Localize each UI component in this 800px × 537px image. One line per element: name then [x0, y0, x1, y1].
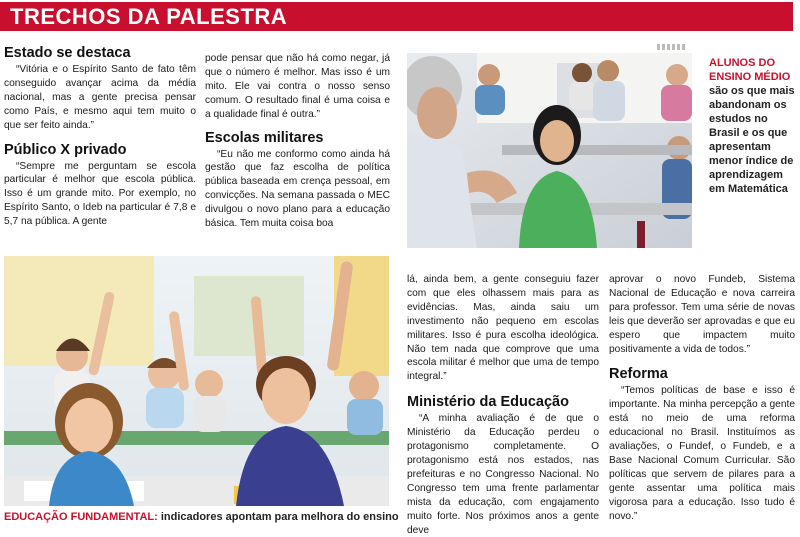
classroom-photo-illustration [407, 53, 692, 248]
section-title-ministerio: Ministério da Educação [407, 394, 569, 411]
caption-high-school-label: ALUNOS DO ENSINO MÉDIO [709, 57, 791, 83]
column-4 [609, 273, 795, 524]
section-banner [0, 2, 793, 31]
banner-title: TRECHOS DA PALESTRA [10, 4, 288, 29]
caption-elementary-text: indicadores apontam para melhora do ensino [157, 511, 399, 523]
section-title-escolas-militares: Escolas militares [205, 129, 324, 146]
caption-high-school [709, 56, 795, 196]
column-2 [205, 52, 390, 231]
column-3-text-continued: lá, ainda bem, a gente conseguiu fazer com que eles olhassem mais para as evidências. Mas, ainda saiu um investimento não pequeno em escolas militares. Isso é pura escolha ideológica. Não tem nada que comprove que uma escola militar é melhor que uma de tempo integral.” [407, 274, 599, 383]
photo-high-school-students [407, 53, 692, 248]
fold-mark [657, 44, 687, 50]
elementary-classroom-illustration [4, 256, 389, 506]
column-2-text-continued: pode pensar que não há como negar, já que o número é melhor. Mas isso é um mito. Ele vai contra o nosso senso comum. O resultado final é uma coisa e a qualidade final é outra.” [205, 53, 390, 120]
caption-elementary [4, 510, 399, 524]
section-text-reforma: “Temos políticas de base e isso é importante. Na minha percepção a gente está no meio de uma reforma educacional no Brasil. Instituímos as avaliações, o Fundef, o Fundeb, e a Base Nacional Comum Curricular. São políticas que servem de pilares para a gente assentar uma política mais vigorosa para a educação. Isso tudo é novo.” [609, 385, 795, 522]
photo-elementary-students [4, 256, 389, 506]
section-text-estado: “Vitória e o Espírito Santo de fato têm conseguido avançar acima da média nacional, mas a gente precisa pensar como País, e mesmo aqui tem muito o que ser feito ainda.” [4, 64, 196, 131]
column-4-text-continued: aprovar o novo Fundeb, Sistema Nacional de Educação e nova carreira para professor. Tem uma série de novas leis que deverão ser aprovadas e que eu espero que impactem muito positivamente a vida de todos.” [609, 274, 795, 355]
section-text-publico-privado: “Sempre me perguntam se escola particular é melhor que escola pública. Isso é um grande mito. Por exemplo, no Espírito Santo, o Ideb na particular é 7,8 e 5,7 na pública. A gente [4, 160, 196, 228]
section-text-ministerio: “A minha avaliação é de que o Ministério da Educação perdeu o protagonismo completamente. O protagonismo está nos estados, nas prefeituras e no Congresso Nacional. No Congresso tem uma frente parlamentar mista da educação, com engajamento muito forte. Nos próximos anos a gente deve [407, 413, 599, 536]
column-1 [4, 44, 196, 229]
column-3 [407, 273, 599, 537]
caption-high-school-text: são os que mais abandonam os estudos no Brasil e os que apresentam menor índice de aprendizagem em Matemática [709, 85, 795, 195]
section-text-escolas-militares: “Eu não me conformo como ainda há gestão que faz escolha de política pública baseada em crença pessoal, em convicções. Na semana passada o MEC divulgou o novo plano para a educação básica. Tem muita coisa boa [205, 148, 390, 230]
caption-elementary-label: EDUCAÇÃO FUNDAMENTAL: [4, 511, 158, 523]
section-title-reforma: Reforma [609, 366, 668, 383]
section-title-publico-privado: Público X privado [4, 141, 127, 158]
section-title-estado: Estado se destaca [4, 45, 131, 61]
